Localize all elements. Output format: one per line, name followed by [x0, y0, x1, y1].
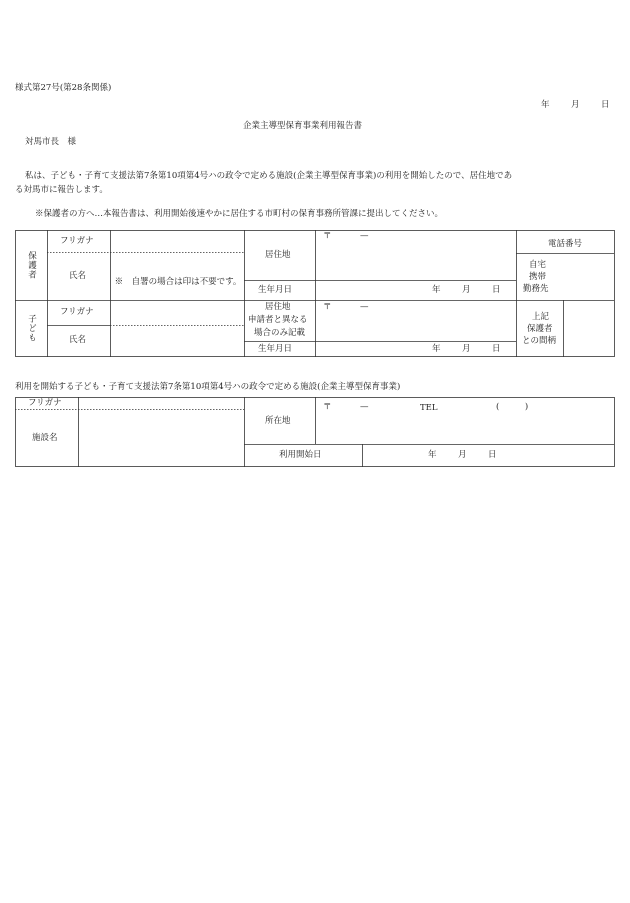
- child-label: 子ども: [26, 314, 37, 343]
- child-residence-label-2: 申請者と異なる: [248, 315, 308, 325]
- child-label-cell: [16, 301, 47, 356]
- child-postal-mark: 〒: [323, 302, 332, 312]
- guardian-name-label: 氏名: [69, 271, 87, 281]
- date-day: 日: [601, 100, 610, 110]
- guardian-birth-day: 日: [492, 285, 501, 295]
- child-furigana-label: フリガナ: [60, 307, 94, 317]
- phone-mobile-label: 携帯: [529, 272, 547, 282]
- facility-name-field[interactable]: [79, 410, 244, 466]
- child-postal-dash: —: [360, 302, 369, 312]
- relationship-label-1: 上記: [532, 312, 550, 322]
- guardian-birthdate-label: 生年月日: [258, 285, 293, 295]
- relationship-field[interactable]: [564, 301, 614, 356]
- guardian-birth-year: 年: [432, 285, 441, 295]
- facility-tel-parens: ( ): [496, 402, 529, 412]
- section-2-heading: 利用を開始する子ども・子育て支援法第7条第10項第4号ハの政令で定める施設(企業主導型保育事業): [15, 382, 401, 392]
- relationship-label-3: との間柄: [522, 336, 557, 346]
- guardian-furigana-field[interactable]: [111, 231, 244, 252]
- guardian-birth-month: 月: [462, 285, 471, 295]
- start-date-year: 年: [428, 450, 437, 460]
- facility-furigana-field[interactable]: [79, 398, 244, 409]
- page-title: 企業主導型保育事業利用報告書: [243, 121, 363, 131]
- start-date-month: 月: [458, 450, 467, 460]
- facility-furigana-label: フリガナ: [28, 398, 62, 408]
- form-number: 様式第27号(第28条関係): [15, 83, 112, 93]
- phone-home-label: 自宅: [529, 260, 547, 270]
- guardian-postal-mark: 〒: [323, 231, 332, 241]
- facility-postal-mark: 〒: [323, 402, 332, 412]
- addressee: 対馬市長 様: [25, 137, 77, 147]
- child-residence-field[interactable]: [316, 301, 516, 341]
- guardian-residence-field[interactable]: [316, 231, 516, 280]
- date-year: 年: [541, 100, 550, 110]
- facility-name-label: 施設名: [32, 433, 58, 443]
- guardian-furigana-label: フリガナ: [60, 236, 94, 246]
- facility-location-label: 所在地: [265, 416, 291, 426]
- guardian-label: 保護者: [26, 251, 37, 280]
- child-name-field[interactable]: [111, 326, 244, 356]
- child-birth-year: 年: [432, 344, 441, 354]
- guardian-postal-dash: —: [360, 231, 369, 241]
- facility-postal-dash: —: [360, 402, 369, 412]
- seal-note: ※ 自署の場合は印は不要です。: [114, 277, 242, 287]
- phone-work-label: 勤務先: [523, 284, 549, 294]
- child-birth-day: 日: [492, 344, 501, 354]
- date-month: 月: [571, 100, 580, 110]
- child-name-label: 氏名: [69, 335, 87, 345]
- guardian-label-cell: [16, 231, 47, 300]
- child-residence-label-3: 場合のみ記載: [254, 328, 306, 338]
- body-text-line-1: 私は、子ども・子育て支援法第7条第10項第4号ハの政令で定める施設(企業主導型保育事業)の利用を開始したので、居住地であ: [25, 171, 513, 181]
- start-date-label: 利用開始日: [279, 450, 322, 460]
- notice-text: ※保護者の方へ…本報告書は、利用開始後速やかに居住する市町村の保育事務所管課に提出してください。: [35, 209, 444, 219]
- facility-tel-label: TEL: [420, 403, 438, 413]
- relationship-label-2: 保護者: [527, 324, 553, 334]
- child-birthdate-label: 生年月日: [258, 344, 293, 354]
- phone-header: 電話番号: [548, 239, 583, 249]
- start-date-day: 日: [488, 450, 497, 460]
- phone-numbers-field[interactable]: [560, 254, 614, 300]
- body-text-line-2: る対馬市に報告します。: [15, 185, 108, 195]
- child-furigana-field[interactable]: [111, 301, 244, 325]
- guardian-residence-label: 居住地: [265, 250, 291, 260]
- child-residence-label-1: 居住地: [265, 302, 291, 312]
- child-birth-month: 月: [462, 344, 471, 354]
